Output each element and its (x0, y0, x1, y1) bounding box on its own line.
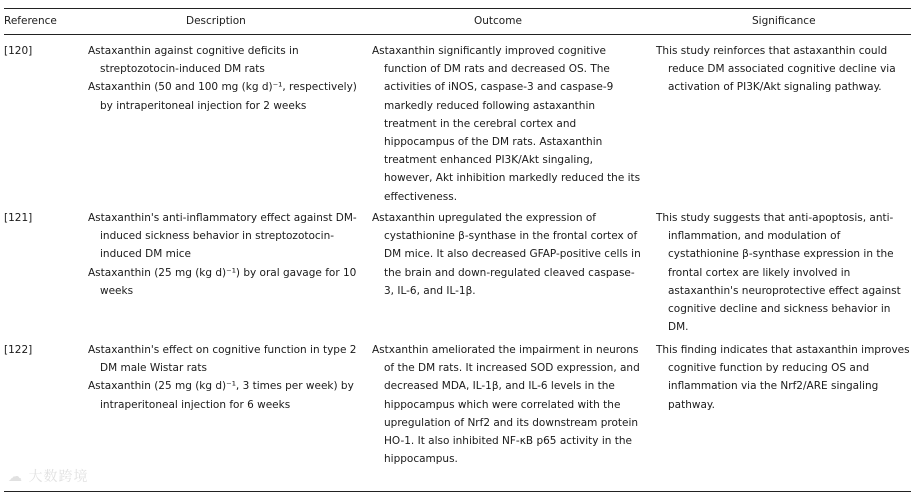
header-description: Description (186, 15, 246, 27)
header-outcome: Outcome (474, 15, 522, 27)
row-reference: [120] (4, 45, 33, 57)
description-title: Astaxanthin's anti-inflammatory effect against DM-induced sickness behavior in streptozotocin-induced DM mice (88, 212, 357, 261)
row-description (88, 341, 358, 414)
watermark-text: 大数跨境 (28, 469, 89, 485)
row-description (88, 42, 358, 115)
header-reference: Reference (4, 15, 57, 27)
row-significance (656, 341, 911, 414)
row-description (88, 209, 358, 300)
significance-text: This study suggests that anti-apoptosis, anti-inflammation, and modulation of cystathionine β-synthase expression in the frontal cortex are likely involved in astaxanthin's neuroprotective effect against cognitive decline and sickness behavior in DM. (656, 212, 901, 334)
description-title: Astaxanthin against cognitive deficits in streptozotocin-induced DM rats (88, 45, 299, 76)
cloud-logo-icon: ☁ (8, 469, 23, 485)
outcome-text: Astxanthin ameliorated the impairment in neurons of the DM rats. It increased SOD expression, and decreased MDA, IL-1β, and IL-6 levels in the hippocampus which were correlated with the upregulation of Nrf2 and its downstream protein HO-1. It also inhibited NF-κB p65 activity in the hippocampus. (372, 344, 640, 466)
row-outcome (372, 209, 644, 300)
description-detail: Astaxanthin (25 mg (kg d)⁻¹, 3 times per week) by intraperitoneal injection for 6 weeks (88, 380, 354, 411)
table-top-rule (4, 8, 911, 9)
row-outcome (372, 42, 644, 206)
description-title: Astaxanthin's effect on cognitive function in type 2 DM male Wistar rats (88, 344, 357, 375)
outcome-text: Astaxanthin upregulated the expression of cystathionine β-synthase in the frontal cortex of DM mice. It also decreased GFAP-positive cells in the brain and down-regulated cleaved caspase-3, IL-6, and IL-1β. (372, 212, 641, 297)
description-detail: Astaxanthin (25 mg (kg d)⁻¹) by oral gavage for 10 weeks (88, 266, 357, 297)
significance-text: This study reinforces that astaxanthin could reduce DM associated cognitive decline via activation of PI3K/Akt signaling pathway. (656, 45, 896, 94)
header-significance: Significance (752, 15, 816, 27)
row-significance (656, 42, 911, 97)
outcome-text: Astaxanthin significantly improved cognitive function of DM rats and decreased OS. The activities of iNOS, caspase-3 and caspase-9 markedly reduced following astaxanthin treatment in the cerebral cortex and hippocampus of the DM rats. Astaxanthin treatment enhanced PI3K/Akt singaling, however, Akt inhibition markedly reduced the its effectiveness. (372, 45, 641, 203)
table-header-rule (4, 34, 911, 35)
table-bottom-rule (4, 491, 911, 492)
row-outcome (372, 341, 644, 468)
significance-text: This finding indicates that astaxanthin improves cognitive function by reducing OS and inflammation via the Nrf2/ARE singaling pathway. (656, 344, 910, 411)
watermark (8, 466, 88, 486)
row-reference: [121] (4, 212, 33, 224)
description-detail: Astaxanthin (50 and 100 mg (kg d)⁻¹, respectively) by intraperitoneal injection for 2 weeks (88, 81, 357, 112)
row-significance (656, 209, 911, 336)
row-reference: [122] (4, 344, 33, 356)
